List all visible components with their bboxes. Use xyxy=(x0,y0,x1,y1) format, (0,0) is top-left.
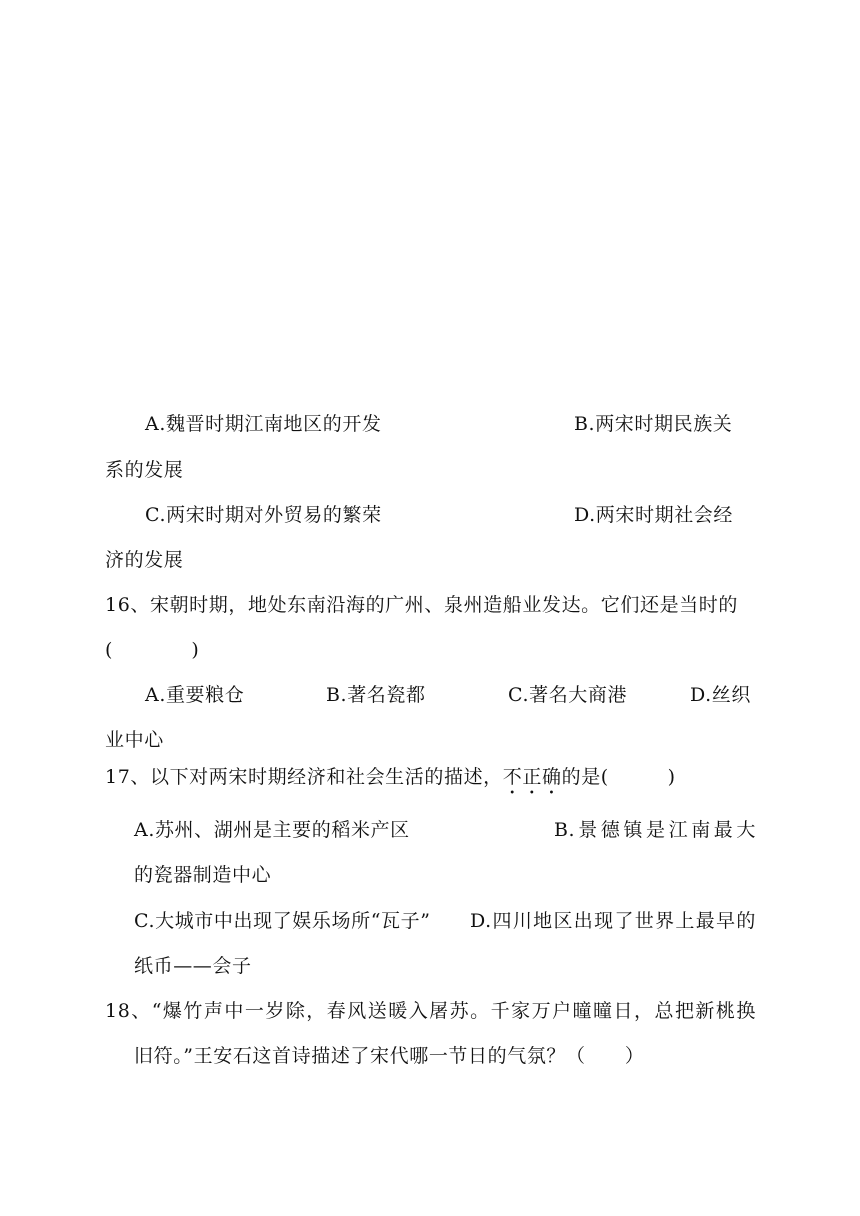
q15-option-a: A.魏晋时期江南地区的开发 xyxy=(145,413,382,435)
q15-option-b: B.两宋时期民族关 xyxy=(574,413,733,435)
q17-option-b: B.景德镇是江南最大 xyxy=(554,819,756,841)
q15-option-d-continued: 济的发展 xyxy=(105,549,184,571)
q16-stem: 16、宋朝时期，地处东南沿海的广州、泉州造船业发达。它们还是当时的 xyxy=(105,594,738,616)
q16-option-a: A.重要粮仓 xyxy=(145,684,245,706)
q15-option-d: D.两宋时期社会经 xyxy=(574,504,733,526)
q16-option-b: B.著名瓷都 xyxy=(326,684,426,706)
q17-option-b-continued: 的瓷器制造中心 xyxy=(134,864,272,886)
q17-option-d: D.四川地区出现了世界上最早的 xyxy=(470,910,756,932)
q17-stem-suffix: 的是( ) xyxy=(561,766,676,788)
q16-option-d: D.丝织 xyxy=(690,684,751,706)
q15-option-b-continued: 系的发展 xyxy=(105,459,184,481)
q17-option-d-continued: 纸币——会子 xyxy=(134,955,252,977)
q17-stem-prefix: 17、以下对两宋时期经济和社会生活的描述， xyxy=(105,766,503,788)
q18-stem-continued: 旧符。”王安石这首诗描述了宋代哪一节日的气氛？（ ） xyxy=(134,1045,645,1067)
q17-option-a: A.苏州、湖州是主要的稻米产区 xyxy=(134,819,410,841)
q15-option-c: C.两宋时期对外贸易的繁荣 xyxy=(145,504,382,526)
q16-answer-blank: ( ) xyxy=(105,639,200,661)
q17-option-c: C.大城市中出现了娱乐场所“瓦子” xyxy=(134,910,431,932)
q16-option-c: C.著名大商港 xyxy=(508,684,628,706)
q17-stem xyxy=(105,765,676,799)
q16-option-d-continued: 业中心 xyxy=(105,729,164,751)
q18-stem: 18、“爆竹声中一岁除，春风送暖入屠苏。千家万户曈曈日，总把新桃换 xyxy=(105,1000,756,1022)
q17-stem-emphasis: 不正确 xyxy=(502,766,562,788)
